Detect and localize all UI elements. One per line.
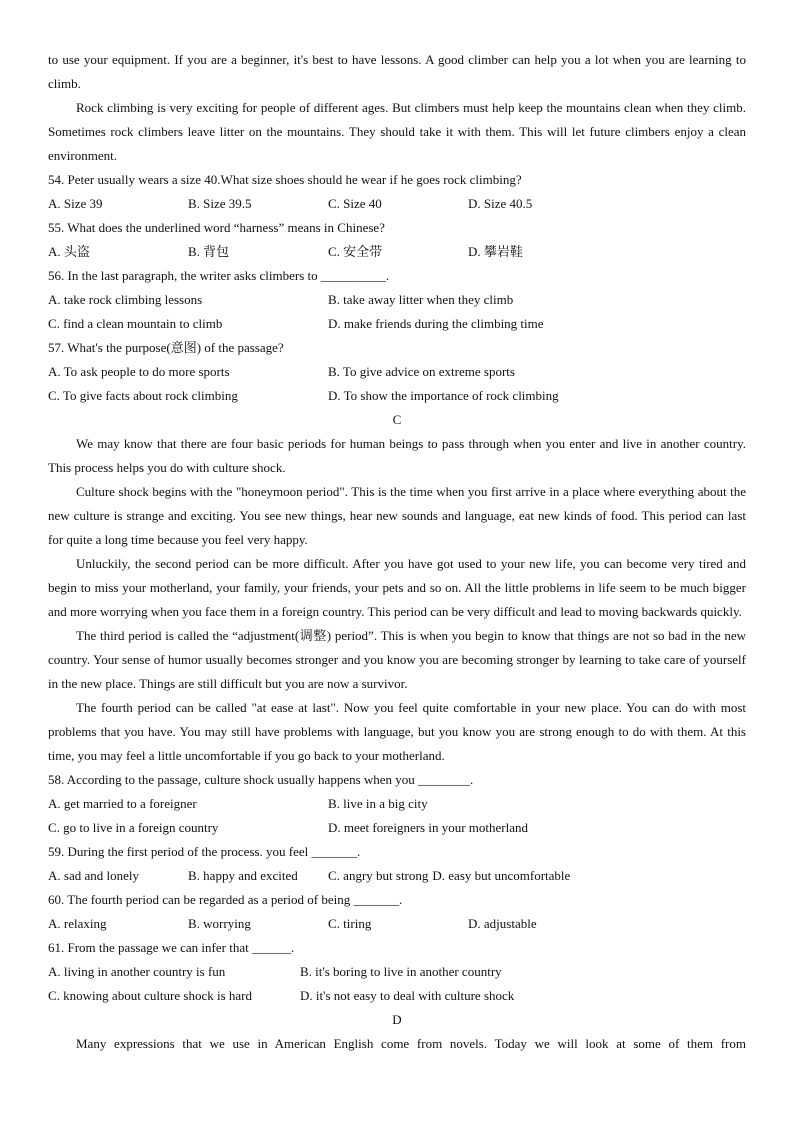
- option-a: A. Size 39: [48, 196, 103, 211]
- question-59-options: [48, 864, 746, 888]
- section-heading-c: C: [392, 412, 402, 427]
- passage-c-para-4: The third period is called the “adjustment(调整) period”. This is when you begin to know that things are not so bad in the new country. Your sense of humor usually becomes stronger and you know you are becoming stronger by learning to take care of yourself in the new place. Things are still difficult but you are now a survivor.: [48, 628, 746, 691]
- question-61: 61. From the passage we can infer that ______.: [48, 940, 295, 955]
- option-d: D. it's not easy to deal with culture shock: [300, 988, 515, 1003]
- question-57-options-ab: [48, 360, 746, 384]
- option-d: D. make friends during the climbing time: [328, 316, 544, 331]
- question-60: 60. The fourth period can be regarded as a period of being _______.: [48, 892, 403, 907]
- question-55: 55. What does the underlined word “harness” means in Chinese?: [48, 220, 385, 235]
- passage-b-para-1: to use your equipment. If you are a beginner, it's best to have lessons. A good climber can help you a lot when you are learning to climb.: [48, 52, 746, 91]
- question-56-options-ab: [48, 288, 746, 312]
- question-59: 59. During the first period of the process. you feel _______.: [48, 844, 361, 859]
- question-58: 58. According to the passage, culture shock usually happens when you ________.: [48, 772, 474, 787]
- option-c: C. Size 40: [328, 196, 382, 211]
- question-54-options: [48, 192, 746, 216]
- option-c: C. To give facts about rock climbing: [48, 388, 238, 403]
- option-b: B. 背包: [188, 244, 230, 259]
- option-d: D. Size 40.5: [468, 196, 533, 211]
- passage-c-para-2: Culture shock begins with the "honeymoon period". This is the time when you first arrive in a place where everything about the new culture is strange and exciting. You see new things, hear new sounds and language, eat new kinds of food. This period can last for quite a long time because you feel very happy.: [48, 484, 746, 547]
- question-56-options-cd: [48, 312, 746, 336]
- exam-page: [48, 48, 746, 1056]
- question-60-options: [48, 912, 746, 936]
- option-d: D. To show the importance of rock climbing: [328, 388, 559, 403]
- option-a: A. get married to a foreigner: [48, 796, 197, 811]
- section-heading-d: D: [392, 1012, 402, 1027]
- option-d: D. adjustable: [468, 916, 537, 931]
- option-c: C. tiring: [328, 916, 372, 931]
- question-58-options-cd: [48, 816, 746, 840]
- passage-b-para-2: Rock climbing is very exciting for people of different ages. But climbers must help keep the mountains clean when they climb. Sometimes rock climbers leave litter on the mountains. They should take it with them. This will let future climbers enjoy a clean environment.: [48, 100, 746, 163]
- option-b: B. take away litter when they climb: [328, 292, 514, 307]
- question-55-options: [48, 240, 746, 264]
- option-c: C. angry but strong: [328, 868, 429, 883]
- passage-c-para-3: Unluckily, the second period can be more difficult. After you have got used to your new life, you can become very tired and begin to miss your motherland, your family, your friends, your pets and so on. All the little problems in life seem to be much bigger and more worrying when you face them in a foreign country. This period can be very difficult and lead to moving backwards quickly.: [48, 556, 746, 619]
- option-b: B. happy and excited: [188, 868, 298, 883]
- question-54: 54. Peter usually wears a size 40.What size shoes should he wear if he goes rock climbing?: [48, 172, 522, 187]
- passage-c-para-1: We may know that there are four basic periods for human beings to pass through when you enter and live in another country. This process helps you do with culture shock.: [48, 436, 746, 475]
- question-58-options-ab: [48, 792, 746, 816]
- question-61-options-cd: [48, 984, 746, 1008]
- option-b: B. it's boring to live in another country: [300, 964, 502, 979]
- option-a: A. relaxing: [48, 916, 107, 931]
- option-b: B. Size 39.5: [188, 196, 252, 211]
- option-a: A. To ask people to do more sports: [48, 364, 230, 379]
- option-c: C. knowing about culture shock is hard: [48, 988, 252, 1003]
- question-57: 57. What's the purpose(意图) of the passage?: [48, 340, 284, 355]
- option-b: B. live in a big city: [328, 796, 428, 811]
- passage-d-para-1: Many expressions that we use in American English come from novels. Today we will look at some of them from: [76, 1036, 746, 1051]
- option-d: D. easy but uncomfortable: [432, 868, 571, 883]
- question-61-options-ab: [48, 960, 746, 984]
- option-b: B. worrying: [188, 916, 251, 931]
- option-a: A. sad and lonely: [48, 868, 139, 883]
- option-d: D. meet foreigners in your motherland: [328, 820, 528, 835]
- option-a: A. living in another country is fun: [48, 964, 226, 979]
- option-c: C. find a clean mountain to climb: [48, 316, 223, 331]
- option-c: C. 安全带: [328, 244, 383, 259]
- option-a: A. 头盗: [48, 244, 90, 259]
- option-c: C. go to live in a foreign country: [48, 820, 219, 835]
- option-d: D. 攀岩鞋: [468, 244, 523, 259]
- question-56: 56. In the last paragraph, the writer asks climbers to __________.: [48, 268, 390, 283]
- passage-c-para-5: The fourth period can be called "at ease at last". Now you feel quite comfortable in your new place. You can do with most problems that you have. You may still have problems with language, but you know you are strong enough to do with them. At this time, you may feel a little uncomfortable if you go back to your motherland.: [48, 700, 746, 763]
- question-57-options-cd: [48, 384, 746, 408]
- option-b: B. To give advice on extreme sports: [328, 364, 515, 379]
- option-a: A. take rock climbing lessons: [48, 292, 203, 307]
